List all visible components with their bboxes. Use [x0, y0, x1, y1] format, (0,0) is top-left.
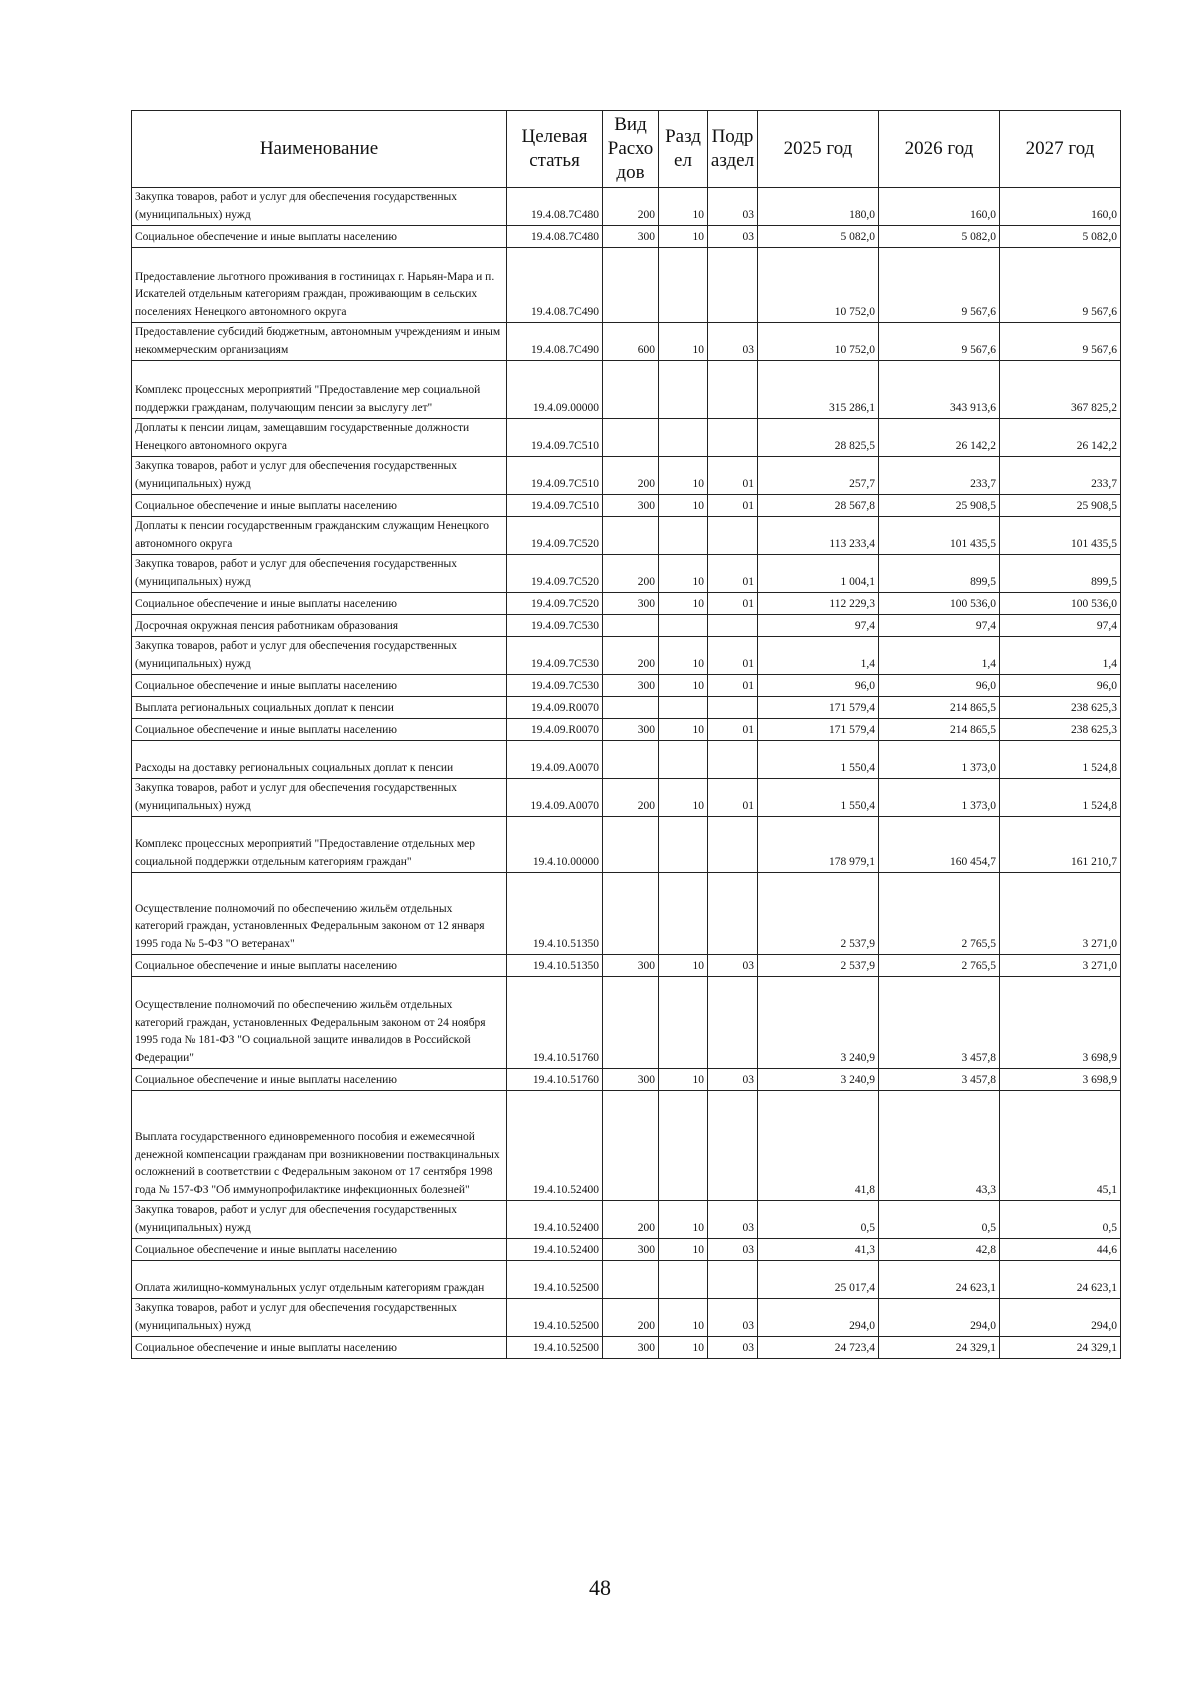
cell-subsection	[708, 1261, 758, 1299]
cell-amount-2026: 24 623,1	[879, 1261, 1000, 1299]
cell-amount-2026: 0,5	[879, 1201, 1000, 1239]
cell-amount-2027: 367 825,2	[1000, 361, 1121, 419]
cell-section: 10	[659, 1239, 708, 1261]
table-row	[132, 719, 1121, 741]
cell-target-code: 19.4.10.52500	[507, 1337, 603, 1359]
cell-subsection	[708, 615, 758, 637]
cell-subsection: 01	[708, 457, 758, 495]
cell-amount-2025: 1 004,1	[758, 555, 879, 593]
cell-name: Закупка товаров, работ и услуг для обеспечения государственных (муниципальных) нужд	[132, 1201, 507, 1239]
cell-amount-2027: 100 536,0	[1000, 593, 1121, 615]
table-row	[132, 457, 1121, 495]
cell-amount-2026: 97,4	[879, 615, 1000, 637]
table-row	[132, 741, 1121, 779]
cell-amount-2025: 41,3	[758, 1239, 879, 1261]
cell-amount-2027: 97,4	[1000, 615, 1121, 637]
cell-target-code: 19.4.10.51760	[507, 977, 603, 1069]
cell-subsection	[708, 873, 758, 955]
cell-section	[659, 615, 708, 637]
cell-amount-2026: 26 142,2	[879, 419, 1000, 457]
cell-target-code: 19.4.09.7С520	[507, 593, 603, 615]
cell-amount-2027: 1,4	[1000, 637, 1121, 675]
cell-target-code: 19.4.10.52400	[507, 1239, 603, 1261]
header-year-2027: 2027 год	[1000, 111, 1121, 188]
cell-amount-2027: 294,0	[1000, 1299, 1121, 1337]
cell-name: Доплаты к пенсии государственным гражданским служащим Ненецкого автономного округа	[132, 517, 507, 555]
cell-amount-2027: 24 623,1	[1000, 1261, 1121, 1299]
cell-section: 10	[659, 779, 708, 817]
cell-amount-2025: 113 233,4	[758, 517, 879, 555]
cell-subsection: 03	[708, 1337, 758, 1359]
cell-name: Закупка товаров, работ и услуг для обеспечения государственных (муниципальных) нужд	[132, 779, 507, 817]
cell-subsection	[708, 361, 758, 419]
cell-amount-2025: 41,8	[758, 1091, 879, 1201]
cell-amount-2026: 2 765,5	[879, 955, 1000, 977]
cell-amount-2026: 160,0	[879, 188, 1000, 226]
table-row	[132, 1299, 1121, 1337]
cell-expense-type	[603, 741, 659, 779]
cell-target-code: 19.4.09.00000	[507, 361, 603, 419]
cell-amount-2026: 101 435,5	[879, 517, 1000, 555]
cell-amount-2027: 1 524,8	[1000, 779, 1121, 817]
cell-amount-2026: 43,3	[879, 1091, 1000, 1201]
cell-expense-type: 200	[603, 188, 659, 226]
cell-section: 10	[659, 637, 708, 675]
cell-target-code: 19.4.09.А0070	[507, 779, 603, 817]
cell-subsection	[708, 697, 758, 719]
cell-section: 10	[659, 188, 708, 226]
cell-subsection: 03	[708, 1239, 758, 1261]
table-row	[132, 955, 1121, 977]
cell-expense-type	[603, 1261, 659, 1299]
cell-amount-2026: 160 454,7	[879, 817, 1000, 873]
cell-expense-type: 300	[603, 226, 659, 248]
table-row	[132, 1069, 1121, 1091]
cell-amount-2027: 238 625,3	[1000, 697, 1121, 719]
cell-target-code: 19.4.10.51350	[507, 955, 603, 977]
header-year-2026: 2026 год	[879, 111, 1000, 188]
cell-amount-2027: 3 698,9	[1000, 1069, 1121, 1091]
cell-amount-2025: 97,4	[758, 615, 879, 637]
cell-name: Социальное обеспечение и иные выплаты населению	[132, 495, 507, 517]
cell-amount-2025: 0,5	[758, 1201, 879, 1239]
cell-target-code: 19.4.10.52500	[507, 1261, 603, 1299]
cell-name: Осуществление полномочий по обеспечению жильём отдельных категорий граждан, установленных Федеральным законом от 24 ноября 1995 года № 181-ФЗ "О социальной защите инвалидов в Российской Федерации"	[132, 977, 507, 1069]
cell-amount-2026: 1,4	[879, 637, 1000, 675]
cell-section	[659, 873, 708, 955]
cell-target-code: 19.4.09.7С510	[507, 419, 603, 457]
cell-expense-type: 300	[603, 955, 659, 977]
cell-amount-2027: 3 271,0	[1000, 873, 1121, 955]
cell-section: 10	[659, 495, 708, 517]
cell-target-code: 19.4.10.52400	[507, 1201, 603, 1239]
cell-subsection: 03	[708, 1201, 758, 1239]
cell-amount-2025: 1 550,4	[758, 741, 879, 779]
cell-target-code: 19.4.10.52500	[507, 1299, 603, 1337]
cell-amount-2026: 214 865,5	[879, 719, 1000, 741]
header-vid: Вид Расхо дов	[603, 111, 659, 188]
table-row	[132, 697, 1121, 719]
cell-amount-2026: 343 913,6	[879, 361, 1000, 419]
cell-subsection: 03	[708, 1069, 758, 1091]
cell-amount-2026: 42,8	[879, 1239, 1000, 1261]
cell-section	[659, 817, 708, 873]
table-row	[132, 1337, 1121, 1359]
cell-subsection: 03	[708, 188, 758, 226]
cell-amount-2025: 2 537,9	[758, 955, 879, 977]
cell-name: Предоставление льготного проживания в гостиницах г. Нарьян-Мара и п. Искателей отдельным категориям граждан, проживающим в сельских поселениях Ненецкого автономного округа	[132, 248, 507, 323]
cell-amount-2027: 45,1	[1000, 1091, 1121, 1201]
cell-expense-type	[603, 697, 659, 719]
cell-target-code: 19.4.10.00000	[507, 817, 603, 873]
cell-section: 10	[659, 555, 708, 593]
cell-target-code: 19.4.08.7С490	[507, 248, 603, 323]
table-row	[132, 419, 1121, 457]
cell-target-code: 19.4.08.7С490	[507, 323, 603, 361]
table-row	[132, 779, 1121, 817]
cell-amount-2025: 257,7	[758, 457, 879, 495]
cell-expense-type: 300	[603, 495, 659, 517]
cell-amount-2027: 25 908,5	[1000, 495, 1121, 517]
cell-name: Социальное обеспечение и иные выплаты населению	[132, 226, 507, 248]
cell-subsection: 01	[708, 675, 758, 697]
cell-subsection: 01	[708, 719, 758, 741]
cell-amount-2027: 161 210,7	[1000, 817, 1121, 873]
cell-amount-2025: 178 979,1	[758, 817, 879, 873]
cell-name: Комплекс процессных мероприятий "Предоставление мер социальной поддержки гражданам, получающим пенсии за выслугу лет"	[132, 361, 507, 419]
cell-section: 10	[659, 675, 708, 697]
cell-section	[659, 741, 708, 779]
cell-expense-type: 200	[603, 1201, 659, 1239]
cell-expense-type	[603, 615, 659, 637]
cell-subsection	[708, 1091, 758, 1201]
cell-expense-type: 600	[603, 323, 659, 361]
table-header-row	[132, 111, 1121, 188]
cell-section	[659, 419, 708, 457]
cell-expense-type	[603, 817, 659, 873]
table-row	[132, 495, 1121, 517]
cell-name: Социальное обеспечение и иные выплаты населению	[132, 1337, 507, 1359]
cell-subsection	[708, 977, 758, 1069]
cell-amount-2025: 10 752,0	[758, 248, 879, 323]
table-row	[132, 1239, 1121, 1261]
cell-amount-2025: 3 240,9	[758, 1069, 879, 1091]
cell-section: 10	[659, 1337, 708, 1359]
cell-section: 10	[659, 1201, 708, 1239]
cell-subsection: 01	[708, 555, 758, 593]
table-row	[132, 226, 1121, 248]
table-row	[132, 817, 1121, 873]
cell-name: Выплата региональных социальных доплат к пенсии	[132, 697, 507, 719]
cell-name: Доплаты к пенсии лицам, замещавшим государственные должности Ненецкого автономного округа	[132, 419, 507, 457]
cell-subsection	[708, 419, 758, 457]
cell-amount-2025: 1 550,4	[758, 779, 879, 817]
cell-subsection: 03	[708, 323, 758, 361]
cell-target-code: 19.4.09.7С530	[507, 637, 603, 675]
cell-target-code: 19.4.09.7С510	[507, 495, 603, 517]
cell-amount-2025: 171 579,4	[758, 697, 879, 719]
cell-section: 10	[659, 593, 708, 615]
table-row	[132, 361, 1121, 419]
cell-amount-2025: 25 017,4	[758, 1261, 879, 1299]
cell-amount-2027: 0,5	[1000, 1201, 1121, 1239]
cell-section: 10	[659, 719, 708, 741]
table-row	[132, 517, 1121, 555]
cell-amount-2025: 294,0	[758, 1299, 879, 1337]
budget-table-sheet	[131, 110, 1121, 1359]
cell-amount-2026: 214 865,5	[879, 697, 1000, 719]
cell-name: Закупка товаров, работ и услуг для обеспечения государственных (муниципальных) нужд	[132, 555, 507, 593]
table-row	[132, 615, 1121, 637]
cell-name: Социальное обеспечение и иные выплаты населению	[132, 955, 507, 977]
cell-amount-2026: 899,5	[879, 555, 1000, 593]
cell-target-code: 19.4.08.7С480	[507, 226, 603, 248]
cell-subsection: 01	[708, 593, 758, 615]
cell-target-code: 19.4.09.7С510	[507, 457, 603, 495]
header-code: Целевая статья	[507, 111, 603, 188]
cell-amount-2027: 24 329,1	[1000, 1337, 1121, 1359]
cell-name: Социальное обеспечение и иные выплаты населению	[132, 675, 507, 697]
cell-section	[659, 248, 708, 323]
cell-name: Осуществление полномочий по обеспечению жильём отдельных категорий граждан, установленных Федеральным законом от 12 января 1995 года № 5-ФЗ "О ветеранах"	[132, 873, 507, 955]
cell-amount-2025: 171 579,4	[758, 719, 879, 741]
cell-expense-type: 300	[603, 675, 659, 697]
cell-name: Расходы на доставку региональных социальных доплат к пенсии	[132, 741, 507, 779]
cell-amount-2025: 2 537,9	[758, 873, 879, 955]
cell-target-code: 19.4.09.7С530	[507, 615, 603, 637]
cell-subsection: 03	[708, 1299, 758, 1337]
cell-name: Закупка товаров, работ и услуг для обеспечения государственных (муниципальных) нужд	[132, 188, 507, 226]
cell-amount-2027: 238 625,3	[1000, 719, 1121, 741]
cell-amount-2027: 233,7	[1000, 457, 1121, 495]
cell-subsection	[708, 517, 758, 555]
cell-amount-2026: 100 536,0	[879, 593, 1000, 615]
cell-expense-type: 200	[603, 637, 659, 675]
cell-expense-type	[603, 248, 659, 323]
cell-expense-type: 300	[603, 1239, 659, 1261]
cell-amount-2027: 96,0	[1000, 675, 1121, 697]
cell-amount-2027: 5 082,0	[1000, 226, 1121, 248]
table-row	[132, 1201, 1121, 1239]
cell-name: Комплекс процессных мероприятий "Предоставление отдельных мер социальной поддержки отдельным категориям граждан"	[132, 817, 507, 873]
table-row	[132, 1261, 1121, 1299]
cell-amount-2026: 1 373,0	[879, 779, 1000, 817]
header-name: Наименование	[132, 111, 507, 188]
cell-expense-type	[603, 1091, 659, 1201]
cell-amount-2026: 25 908,5	[879, 495, 1000, 517]
cell-section: 10	[659, 1299, 708, 1337]
cell-expense-type	[603, 419, 659, 457]
cell-amount-2027: 899,5	[1000, 555, 1121, 593]
cell-amount-2027: 9 567,6	[1000, 248, 1121, 323]
cell-amount-2025: 96,0	[758, 675, 879, 697]
table-row	[132, 977, 1121, 1069]
cell-target-code: 19.4.10.51350	[507, 873, 603, 955]
cell-name: Социальное обеспечение и иные выплаты населению	[132, 1239, 507, 1261]
cell-section	[659, 697, 708, 719]
cell-subsection	[708, 741, 758, 779]
table-row	[132, 555, 1121, 593]
cell-amount-2025: 1,4	[758, 637, 879, 675]
cell-expense-type: 200	[603, 1299, 659, 1337]
cell-section	[659, 1261, 708, 1299]
table-row	[132, 248, 1121, 323]
page-number: 48	[589, 1575, 611, 1600]
cell-target-code: 19.4.09.7С520	[507, 555, 603, 593]
cell-name: Закупка товаров, работ и услуг для обеспечения государственных (муниципальных) нужд	[132, 457, 507, 495]
cell-section	[659, 1091, 708, 1201]
cell-subsection: 01	[708, 779, 758, 817]
table-row	[132, 323, 1121, 361]
cell-amount-2026: 3 457,8	[879, 1069, 1000, 1091]
cell-name: Закупка товаров, работ и услуг для обеспечения государственных (муниципальных) нужд	[132, 637, 507, 675]
cell-amount-2027: 101 435,5	[1000, 517, 1121, 555]
cell-amount-2025: 315 286,1	[758, 361, 879, 419]
cell-amount-2026: 24 329,1	[879, 1337, 1000, 1359]
cell-amount-2026: 233,7	[879, 457, 1000, 495]
cell-expense-type	[603, 361, 659, 419]
cell-amount-2025: 10 752,0	[758, 323, 879, 361]
header-razdel: Разд ел	[659, 111, 708, 188]
cell-amount-2025: 24 723,4	[758, 1337, 879, 1359]
header-podrazdel: Подр аздел	[708, 111, 758, 188]
cell-amount-2027: 26 142,2	[1000, 419, 1121, 457]
cell-amount-2027: 44,6	[1000, 1239, 1121, 1261]
cell-name: Социальное обеспечение и иные выплаты населению	[132, 1069, 507, 1091]
cell-amount-2027: 3 698,9	[1000, 977, 1121, 1069]
cell-section: 10	[659, 323, 708, 361]
cell-amount-2025: 3 240,9	[758, 977, 879, 1069]
budget-table	[131, 110, 1121, 1359]
cell-amount-2026: 96,0	[879, 675, 1000, 697]
cell-amount-2026: 294,0	[879, 1299, 1000, 1337]
cell-expense-type	[603, 977, 659, 1069]
cell-expense-type: 300	[603, 593, 659, 615]
table-row	[132, 675, 1121, 697]
cell-target-code: 19.4.09.7С530	[507, 675, 603, 697]
cell-amount-2026: 9 567,6	[879, 323, 1000, 361]
cell-target-code: 19.4.09.7С520	[507, 517, 603, 555]
cell-amount-2027: 3 271,0	[1000, 955, 1121, 977]
cell-subsection	[708, 817, 758, 873]
cell-name: Предоставление субсидий бюджетным, автономным учреждениям и иным некоммерческим организациям	[132, 323, 507, 361]
cell-subsection: 03	[708, 955, 758, 977]
cell-amount-2026: 1 373,0	[879, 741, 1000, 779]
cell-name: Досрочная окружная пенсия работникам образования	[132, 615, 507, 637]
cell-target-code: 19.4.09.R0070	[507, 697, 603, 719]
table-row	[132, 593, 1121, 615]
cell-expense-type: 200	[603, 555, 659, 593]
cell-amount-2026: 9 567,6	[879, 248, 1000, 323]
cell-expense-type: 300	[603, 1069, 659, 1091]
cell-subsection: 01	[708, 495, 758, 517]
cell-target-code: 19.4.10.52400	[507, 1091, 603, 1201]
cell-section	[659, 361, 708, 419]
table-row	[132, 637, 1121, 675]
cell-section: 10	[659, 457, 708, 495]
cell-section	[659, 977, 708, 1069]
cell-expense-type: 200	[603, 457, 659, 495]
table-row	[132, 188, 1121, 226]
cell-amount-2027: 160,0	[1000, 188, 1121, 226]
cell-target-code: 19.4.09.А0070	[507, 741, 603, 779]
cell-amount-2025: 180,0	[758, 188, 879, 226]
cell-name: Социальное обеспечение и иные выплаты населению	[132, 719, 507, 741]
cell-name: Социальное обеспечение и иные выплаты населению	[132, 593, 507, 615]
table-body	[132, 188, 1121, 1359]
table-row	[132, 1091, 1121, 1201]
cell-amount-2027: 1 524,8	[1000, 741, 1121, 779]
cell-section: 10	[659, 955, 708, 977]
cell-section: 10	[659, 1069, 708, 1091]
cell-expense-type: 300	[603, 1337, 659, 1359]
cell-amount-2026: 2 765,5	[879, 873, 1000, 955]
cell-expense-type: 300	[603, 719, 659, 741]
cell-expense-type	[603, 517, 659, 555]
cell-amount-2026: 3 457,8	[879, 977, 1000, 1069]
cell-amount-2026: 5 082,0	[879, 226, 1000, 248]
cell-target-code: 19.4.09.R0070	[507, 719, 603, 741]
cell-amount-2025: 112 229,3	[758, 593, 879, 615]
cell-subsection	[708, 248, 758, 323]
cell-section: 10	[659, 226, 708, 248]
cell-subsection: 03	[708, 226, 758, 248]
cell-subsection: 01	[708, 637, 758, 675]
cell-amount-2025: 28 567,8	[758, 495, 879, 517]
cell-amount-2027: 9 567,6	[1000, 323, 1121, 361]
cell-amount-2025: 5 082,0	[758, 226, 879, 248]
cell-name: Оплата жилищно-коммунальных услуг отдельным категориям граждан	[132, 1261, 507, 1299]
cell-section	[659, 517, 708, 555]
cell-expense-type	[603, 873, 659, 955]
cell-target-code: 19.4.08.7С480	[507, 188, 603, 226]
cell-expense-type: 200	[603, 779, 659, 817]
cell-name: Выплата государственного единовременного пособия и ежемесячной денежной компенсации гражданам при возникновении поствакцинальных осложнений в соответствии с Федеральным законом от 17 сентября 1998 года № 157-ФЗ "Об иммунопрофилактике инфекционных болезней"	[132, 1091, 507, 1201]
cell-target-code: 19.4.10.51760	[507, 1069, 603, 1091]
header-year-2025: 2025 год	[758, 111, 879, 188]
cell-amount-2025: 28 825,5	[758, 419, 879, 457]
cell-name: Закупка товаров, работ и услуг для обеспечения государственных (муниципальных) нужд	[132, 1299, 507, 1337]
table-row	[132, 873, 1121, 955]
